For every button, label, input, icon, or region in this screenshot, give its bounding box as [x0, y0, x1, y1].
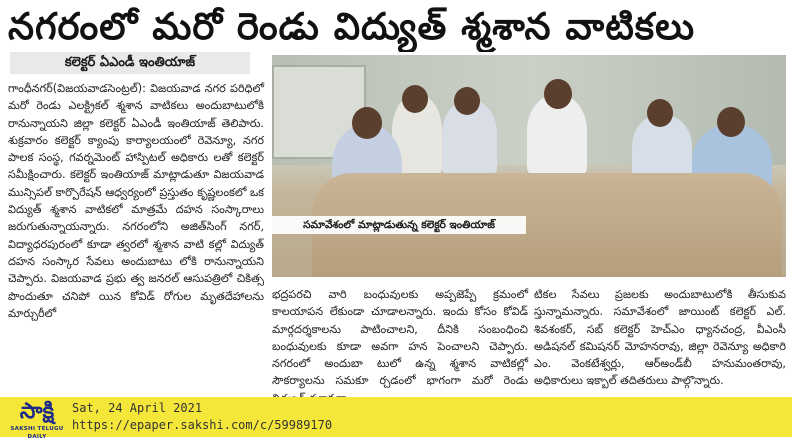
source-url-link[interactable]: https://epaper.sakshi.com/c/59989170: [72, 418, 333, 432]
article-body-text: భద్రపరచి వారి బంధువులకు అప్పజెప్పే క్రమంలో కాలయాపన లేకుండా చూడాలన్నారు. ఇందు కోసం కోవిడ్ మార్గదర్శకాలను పాటించాలని, దీనికి సంబంధించి బంధువులకు కూడా అవగా హన పెంచాలని చెప్పారు. నగరంలో అందుబా టులో ఉన్న శ్మశాన వాటికల్లో సౌకర్యాలను సమకూ ర్చడంలో భాగంగా మరో రెండు: [272, 288, 528, 388]
article-body-text: గాంధీనగర్(విజయవాడసెంట్రల్): విజయవాడ నగర పరిధిలో మరో రెండు ఎలక్ట్రికల్ శ్మశాన వాటికలు అందుబాటులోకి రానున్నాయని జిల్లా కలెక్టర్ ఏఎండీ ఇంతియాజ్ తెలిపారు. శుక్రవారం కలెక్టర్ క్యాంపు కార్యాలయంలో రెవెన్యూ, నగర పాలక సంస్థ, గవర్నమెంట్ హాస్పిటల్ అధికారు లతో కలెక్టర్ సమీక్షించారు. కలెక్టర్ ఇంతియాజ్ మాట్లాడుతూ విజయవాడ మున్సిపల్ కార్పొరేషన్ ఆధ్వర్యంలో ప్రస్తుతం కృష్ణలంకలో ఒక విద్యుత్ శ్మశాన వాటికలో మాత్రమే దహన సంస్కారాలు జరుగుతున్నాయన్నారు. నగరంలోని అజిత్‌సింగ్ నగర్, విద్యాధరపురంలో కూడా త్వరలో శ్మశాన వాటి కల్లో విద్యుత్ దహన సంస్కార సేవలు అందుబాటు లోకి రానున్నాయని చెప్పారు. విజయవాడ ప్రభు త్వ జనరల్ ఆసుపత్రిలో చికిత్స పొందుతూ చనిపో యిన కోవిడ్ రోగుల మృతదేహాలను మార్చురీలో: [8, 82, 264, 320]
article-subheadline: కలెక్టర్ ఏఎండీ ఇంతియాజ్: [10, 52, 250, 74]
footer-bar: [0, 397, 792, 440]
photo-caption: సమావేశంలో మాట్లాడుతున్న కలెక్టర్ ఇంతియాజ్: [272, 216, 526, 234]
logo-text: సాక్షి: [19, 399, 55, 424]
article-column-2: [272, 286, 528, 396]
article-body-text: టికల సేవలు ప్రజలకు అందుబాటులోకి తీసుకువ స్తున్నామన్నారు. సమావేశంలో జాయింట్ కలెక్టర్ ఎల్. శివశంకర్, సబ్ కలెక్టర్ హెచ్ఎం ధ్యానచంద్ర, వీఎంసీ అడిషనల్ కమిషనర్ మోహనరావు, జిల్లా రెవెన్యూ అధికారి ఎం. వెంకటేశ్వర్లు, ఆర్‌అండ్‌బీ హనుమంతరావు, అధికారులు ఇక్బాల్ తదితరులు పాల్గొన్నారు.: [534, 288, 786, 388]
sakshi-logo: [6, 399, 68, 440]
logo-subtext: SAKSHI TELUGU DAILY: [10, 426, 64, 440]
article-column-3: [534, 286, 786, 396]
article-headline: నగరంలో మరో రెండు విద్యుత్ శ్మశాన వాటికలు: [8, 5, 696, 48]
meeting-photo: [272, 55, 786, 277]
publication-date: Sat, 24 April 2021: [72, 401, 203, 415]
article-column-1: [8, 80, 264, 395]
